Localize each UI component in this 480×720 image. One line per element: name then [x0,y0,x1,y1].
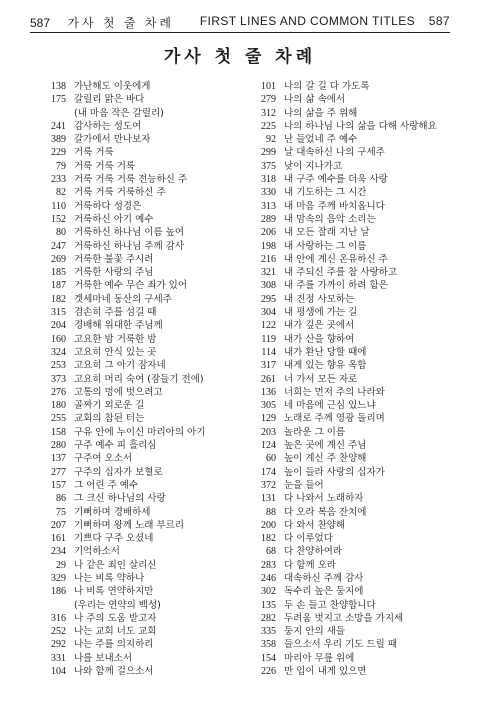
index-entry [44,266,248,279]
hymn-number: 321 [261,267,276,279]
first-line-text: 내가 산을 향하여 [284,333,355,345]
hymn-number [44,107,66,120]
first-line-text: 경배해 위대한 주님께 [74,320,163,332]
first-line-text: 내게 있는 향유 옥합 [284,360,367,372]
hymn-number: 86 [56,493,66,505]
index-entry [44,519,248,532]
first-line-text: 구주의 십자가 보혈로 [74,466,163,478]
first-line-text: 내 사랑하는 그 이름 [284,240,367,252]
hymn-number: 180 [51,400,66,412]
first-line-text: 내 주되신 주를 참 사랑하고 [284,267,398,279]
first-line-text: 내가 깊은 곳에서 [284,320,355,332]
index-entry [254,572,458,585]
first-line-text: 구유 안에 누이신 마리아의 아기 [74,426,206,438]
index-entry [254,359,458,372]
hymn-number: 92 [266,134,276,146]
index-entry [44,399,248,412]
first-line-text: 다 오라 복음 잔치에 [284,506,367,518]
index-entry [44,612,248,625]
first-line-text: 너희는 먼저 주의 나라와 [284,386,385,398]
first-line-text: 구주여 오소서 [74,453,133,465]
first-line-text: 내 맘속의 음악 소리는 [284,213,376,225]
index-entry [44,173,248,186]
first-line-text: 높이 계신 주 찬양해 [284,453,367,465]
hymn-number: 174 [261,466,276,478]
hymn-number: 186 [51,586,66,598]
hymn-number: 75 [56,506,66,518]
index-entry [254,532,458,545]
hymn-number: 329 [51,572,66,584]
index-entry [254,545,458,558]
index-entry [44,146,248,159]
index-entry [44,572,248,585]
hymn-number: 389 [51,134,66,146]
hymn-number: 246 [261,572,276,584]
first-line-text: 두려움 벗지고 소망을 가지세 [284,612,404,624]
hymn-number: 279 [261,94,276,106]
index-entry [254,399,458,412]
first-line-text: 고요히 머리 숙여 (잠들기 전에) [74,373,204,385]
hymn-number: 241 [51,120,66,132]
hymn-number [44,599,66,612]
first-line-text: 내 모든 잘래 지난 날 [284,227,370,239]
hymn-number: 136 [261,386,276,398]
first-line-text: 내 안에 계신 온유하신 주 [284,253,388,265]
index-entry [44,638,248,651]
index-entry [254,186,458,199]
left-header-title: 가사 첫 줄 차례 [67,16,174,30]
hymn-number: 29 [56,559,66,571]
first-line-text: 고요히 그 아기 잠자네 [74,360,166,372]
first-line-text: 들으소서 우리 기도 드릴 때 [284,639,398,651]
hymn-number: 182 [261,533,276,545]
hymn-number: 175 [51,94,66,106]
hymn-number: 331 [51,652,66,664]
index-entry [254,638,458,651]
index-entry [254,240,458,253]
hymn-number: 88 [266,506,276,518]
index-entry [44,200,248,213]
hymn-number: 252 [51,626,66,638]
index-entry [254,412,458,425]
first-line-text: 나의 삶을 주 위해 [284,107,358,119]
first-line-text: 기뻐하며 경배하세 [74,506,151,518]
first-line-text: 높이 들라 사랑의 십자가 [284,466,385,478]
first-line-text: 다 나와서 노래하자 [284,493,364,505]
first-line-text: 거룩 거룩 거룩 전능하신 주 [74,174,188,186]
hymn-number: 129 [261,413,276,425]
hymn-number: 261 [261,373,276,385]
hymn-number: 295 [261,293,276,305]
first-line-text: 내 기도하는 그 시간 [284,187,367,199]
hymn-number: 358 [261,639,276,651]
hymn-number: 216 [261,253,276,265]
index-entry [254,519,458,532]
running-header [30,14,450,33]
index-entry [254,293,458,306]
first-line-text: 나와 함께 걸으소서 [74,666,154,678]
hymn-number: 124 [261,440,276,452]
hymn-number: 316 [51,612,66,624]
hymn-number: 255 [51,413,66,425]
first-line-text: 나의 삶 속에서 [284,94,346,106]
first-line-text: (우리는 연약의 백성) [74,599,161,611]
hymn-number: 234 [51,546,66,558]
hymn-number: 277 [51,466,66,478]
index-entry [254,107,458,120]
index-entry [44,359,248,372]
first-line-text: 겟세마네 동산의 구세주 [74,293,172,305]
index-entry [254,200,458,213]
hymn-number: 276 [51,386,66,398]
index-entry [254,333,458,346]
index-entry [254,426,458,439]
index-entry [254,386,458,399]
hymn-number: 161 [51,533,66,545]
hymn-number: 335 [261,626,276,638]
first-line-text: 거룩 거룩 거룩하신 주 [74,187,166,199]
hymn-number: 68 [266,546,276,558]
hymn-number: 203 [261,426,276,438]
first-line-text: 감사하는 성도여 [74,120,142,132]
first-line-text: 높은 곳에 계신 주님 [284,440,367,452]
hymn-number: 373 [51,373,66,385]
hymn-number: 79 [56,160,66,172]
hymn-number: 80 [56,227,66,239]
hymn-number: 317 [261,360,276,372]
hymn-number: 283 [261,559,276,571]
first-line-text: 너 가서 모든 자로 [284,373,358,385]
index-entry [44,279,248,292]
right-header-title: FIRST LINES AND COMMON TITLES [199,14,416,28]
index-entry [254,120,458,133]
hymn-number: 182 [51,293,66,305]
hymn-number: 204 [51,320,66,332]
hymn-number: 304 [261,307,276,319]
index-entry [44,107,248,120]
first-line-text: 내 마음 주께 바치옵니다 [284,200,385,212]
hymn-number: 292 [51,639,66,651]
hymn-number: 269 [51,253,66,265]
hymn-number: 289 [261,213,276,225]
hymn-number: 119 [261,333,276,345]
hymn-number: 114 [261,346,276,358]
index-entry [254,506,458,519]
hymn-number: 82 [56,187,66,199]
index-entry [44,253,248,266]
index-entry [254,559,458,572]
index-entry [44,559,248,572]
hymn-number: 233 [51,174,66,186]
index-entry [44,545,248,558]
index-entry [44,466,248,479]
first-line-text: 네 마음에 근심 있느냐 [284,400,376,412]
index-entry [254,226,458,239]
index-entry [44,373,248,386]
first-line-text: 거룩하신 아기 예수 [74,213,154,225]
index-entry [44,93,248,106]
hymn-number: 253 [51,360,66,372]
hymn-number: 308 [261,280,276,292]
index-entry [44,160,248,173]
hymn-number: 302 [261,586,276,598]
index-entry [254,173,458,186]
hymn-number: 104 [51,666,66,678]
index-entry [254,133,458,146]
first-line-text: 나는 교회 너도 교회 [74,626,157,638]
first-line-text: 그 어린 주 예수 [74,479,139,491]
hymn-number: 135 [261,599,276,611]
hymn-number: 122 [261,320,276,332]
hymn-number: 372 [261,479,276,491]
right-index-column [254,80,458,678]
index-entry [44,226,248,239]
hymn-number: 226 [261,666,276,678]
index-entry [44,532,248,545]
first-line-text: 다 찬양하여라 [284,546,343,558]
first-line-text: 거룩하신 하나님 이름 높여 [74,227,185,239]
index-entry [44,346,248,359]
first-line-text: 고요히 안식 있는 곳 [74,346,157,358]
index-entry [44,412,248,425]
first-line-text: 둥지 안의 새들 [284,626,346,638]
hymn-number: 185 [51,267,66,279]
index-entry [254,479,458,492]
hymn-number: 160 [51,333,66,345]
hymn-number: 154 [261,652,276,664]
hymn-number: 198 [261,240,276,252]
first-line-text: 그 크신 하나님의 사랑 [74,493,166,505]
hymn-number: 324 [51,346,66,358]
first-line-text: 다 이루었다 [284,533,333,545]
index-entry [254,492,458,505]
index-entry [44,240,248,253]
hymn-number: 207 [51,519,66,531]
index-entry [254,279,458,292]
index-entry [44,80,248,93]
index-entry [44,439,248,452]
first-line-text: 거룩하신 하나님 주께 감사 [74,240,185,252]
index-entry [44,625,248,638]
first-line-text: 내 주를 가까이 하려 함은 [284,280,388,292]
index-entry [254,439,458,452]
index-entry [44,452,248,465]
index-entry [254,652,458,665]
first-line-text: 나의 하나님 나의 삶을 다해 사랑해요 [284,120,437,132]
hymn-number: 206 [261,227,276,239]
index-entry [44,426,248,439]
hymn-number: 318 [261,174,276,186]
first-line-text: 내 구주 예수를 더욱 사랑 [284,174,388,186]
first-line-text: 내 진정 사모하는 [284,293,355,305]
hymn-number: 158 [51,426,66,438]
index-entry [254,585,458,598]
first-line-text: 만 입이 내게 있으면 [284,666,367,678]
index-entry [44,652,248,665]
first-line-text: 겸손히 주를 섬길 때 [74,307,157,319]
index-entry [254,319,458,332]
first-line-text: 노래로 주께 영광 돌리며 [284,413,385,425]
first-line-text: 나의 갈 길 다 가도록 [284,81,370,92]
first-line-text: (내 마음 작은 갈릴리) [74,107,164,119]
index-entry [254,266,458,279]
hymn-number: 313 [261,200,276,212]
first-line-text: 기뻐하며 왕께 노래 부르리 [74,519,185,531]
first-line-text: 갈가에서 만나보자 [74,134,151,146]
first-line-text: 내 평생에 가는 길 [284,307,358,319]
hymn-number: 312 [261,107,276,119]
first-line-text: 고요한 밤 거룩한 밤 [74,333,157,345]
first-line-text: 나 주의 도움 받고자 [74,612,157,624]
first-line-text: 대속하신 주께 감사 [284,572,364,584]
index-entry [254,306,458,319]
hymn-number: 315 [51,307,66,319]
first-line-text: 거룩한 예수 무슨 죄가 있어 [74,280,188,292]
first-line-text: 내가 환난 당할 때에 [284,346,367,358]
first-line-text: 골짜기 외로운 길 [74,400,145,412]
index-entry [44,492,248,505]
right-page-number: 587 [428,14,450,28]
first-line-text: 두 손 들고 찬양합니다 [284,599,376,611]
first-line-text: 거룩 거룩 거룩 [74,160,136,172]
index-entry [254,625,458,638]
index-entry [254,253,458,266]
first-line-text: 다 함께 오라 [284,559,336,571]
first-line-text: 구주 예수 피 흘리심 [74,440,157,452]
first-line-text: 교회의 참된 터는 [74,413,145,425]
hymn-number: 299 [261,147,276,159]
hymn-number: 330 [261,187,276,199]
first-line-text: 눈을 들어 [284,479,324,491]
index-entry [254,80,458,93]
hymn-number: 200 [261,519,276,531]
hymn-number: 229 [51,147,66,159]
index-entry [44,585,248,598]
hymn-number: 247 [51,240,66,252]
hymn-number: 225 [261,120,276,132]
left-index-column [44,80,248,678]
index-entry [254,373,458,386]
first-line-text: 나는 주를 의지하리 [74,639,154,651]
hymn-number: 305 [261,400,276,412]
hymn-number: 282 [261,612,276,624]
first-line-text: 기억하소서 [74,546,120,558]
hymn-number: 157 [51,479,66,491]
index-entry [44,293,248,306]
index-entry [44,506,248,519]
index-entry [44,665,248,678]
index-entry [254,146,458,159]
first-line-text: 난 들었네 주 예수 [284,134,358,146]
first-line-text: 마리아 무릎 위에 [284,652,355,664]
index-entry [254,452,458,465]
index-entry [254,466,458,479]
header-left [30,14,174,31]
index-entry [44,333,248,346]
first-line-text: 나 비록 연약하지만 [74,586,154,598]
first-line-text: 나 같은 죄인 살리신 [74,559,157,571]
hymn-number: 375 [261,160,276,172]
first-line-text: 거룩 거룩 [74,147,114,159]
index-entry [44,599,248,612]
hymn-number: 60 [266,453,276,465]
index-entry [254,346,458,359]
index-entry [44,306,248,319]
index-entry [44,120,248,133]
first-line-text: 기쁘다 구주 오셨네 [74,533,154,545]
first-line-text: 놀라운 그 이름 [284,426,346,438]
hymn-number: 131 [261,493,276,505]
first-line-text: 거룩하다 성경은 [74,200,142,212]
index-entry [254,93,458,106]
hymn-number: 110 [51,200,66,212]
header-right [200,14,450,28]
index-entry [254,213,458,226]
hymn-number: 152 [51,213,66,225]
first-line-text: 날 대속하신 나의 구세주 [284,147,385,159]
page-title: 가사 첫 줄 차례 [163,47,317,67]
index-entry [44,133,248,146]
first-line-text: 가난해도 이웃에게 [74,81,151,92]
first-line-text: 갈릴리 맑은 바다 [74,94,145,106]
index-entry [44,186,248,199]
hymn-number: 137 [51,453,66,465]
first-line-text: 독수리 높은 둥지에 [284,586,364,598]
left-page-number: 587 [30,16,51,30]
index-entry [44,319,248,332]
hymn-number: 138 [51,81,66,92]
first-line-text: 거룩한 불꽃 주시려 [74,253,154,265]
first-line-text: 낮이 지나가고 [284,160,343,172]
hymn-number: 280 [51,440,66,452]
first-line-text: 나를 보내소서 [74,652,133,664]
index-entry [44,479,248,492]
index-entry [254,665,458,678]
index-entry [254,612,458,625]
index-entry [44,213,248,226]
first-line-text: 거룩한 사랑의 주님 [74,267,154,279]
index-entry [254,599,458,612]
first-line-text: 다 와서 찬양해 [284,519,346,531]
hymn-number: 187 [51,280,66,292]
first-line-text: 고통의 멍에 벗으려고 [74,386,163,398]
hymn-number: 101 [261,81,276,92]
index-entry [254,160,458,173]
first-line-text: 나는 비록 약하나 [74,572,145,584]
index-entry [44,386,248,399]
